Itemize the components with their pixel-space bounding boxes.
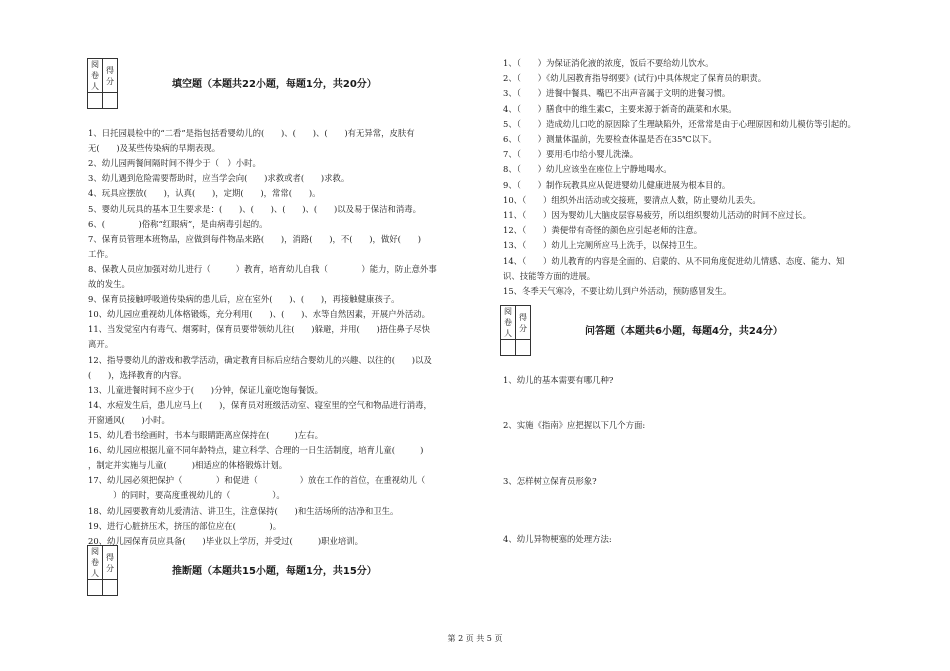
question-line: 5、（ ）造成幼儿口吃的原因除了生理缺陷外，还常常是由于心理原因和幼儿模仿等引起的。 [503, 118, 856, 129]
question-line: 12、（ ）粪便带有奇怪的颜色应引起老师的注意。 [503, 225, 703, 236]
question-line: 11、当发觉室内有毒气、烟雾时，保育员要带领幼儿往( )躲避，并用( )捂住鼻子尽快 [88, 324, 430, 335]
question-line: 7、保育员管理本班物品，应做到每件物品来路( )，消路( )，不( )，做好( ) [88, 233, 421, 244]
question-line: 1、（ ）为保证消化液的浓度，饭后不要给幼儿饮水。 [503, 58, 714, 68]
question-line: 3、幼儿遇到危险需要帮助时，应当学会向( )求救或者( )求救。 [88, 173, 350, 184]
reviewer-label: 阅卷人 [88, 546, 103, 580]
question-line: 2、（ ）《幼儿园教育指导纲要》(试行)中具体规定了保育员的职责。 [503, 73, 767, 84]
score-box-fill [87, 58, 118, 109]
question-line: 7、（ ）要用毛巾给小婴儿洗澡。 [503, 149, 639, 160]
question-line: 13、儿童进餐时间不应少于( )分钟，保证儿童吃饱每餐饭。 [88, 384, 323, 395]
question-line: 6、( )俗称“红眼病”，是由病毒引起的。 [88, 218, 268, 229]
question-line: 14、水痘发生后，患儿应马上( )，保育员对班级活动室、寝室里的空气和物品进行消毒， [88, 399, 432, 410]
question-line: 识、技能等方面的进展。 [503, 270, 596, 281]
reviewer-label: 阅卷人 [88, 59, 103, 93]
question-line: 6、（ ）测量体温前，先要检查体温是否在35℃以下。 [503, 134, 717, 144]
question-line: ( )，选择教育的内容。 [88, 369, 187, 380]
question-line: 19、进行心脏挤压术，挤压的部位应在( )。 [88, 520, 282, 531]
question-line: 12、指导婴幼儿的游戏和教学活动，确定教育目标后应结合婴幼儿的兴趣、以往的( )以及 [88, 354, 432, 365]
question-line: 13、（ ）幼儿上完厕所应马上洗手，以保持卫生。 [503, 240, 703, 251]
question-line: 2、实施《指南》应把握以下几个方面: [503, 420, 646, 430]
reviewer-label: 阅卷人 [501, 306, 516, 340]
question-line: 3、怎样树立保育员形象? [503, 476, 597, 486]
question-line: 9、（ ）制作玩教具应从促进婴幼儿健康进展为根本目的。 [503, 179, 731, 190]
score-label: 得分 [516, 306, 531, 340]
question-line: 10、幼儿园应重视幼儿体格锻炼，充分利用( )、( )、水等自然因素，开展户外活动。 [88, 309, 430, 320]
judge-section-title: 推断题（本题共15小题，每题1分，共15分） [172, 566, 377, 577]
question-line: 3、（ ）进餐中餐具、嘴巴不出声音属于文明的进餐习惯。 [503, 88, 731, 99]
question-line: 离开。 [88, 339, 114, 350]
question-line: ，制定并实施与儿童( )相适应的体格锻炼计划。 [88, 460, 288, 471]
question-line: 16、幼儿园应根据儿童不同年龄特点，建立科学、合理的一日生活制度，培育儿童( ) [88, 445, 424, 456]
question-line: 11、（ ）因为婴幼儿大脑皮层容易疲劳，所以组织婴幼儿活动的时间不应过长。 [503, 210, 811, 220]
question-line: 2、幼儿园两餐间隔时间不得少于（ ）小时。 [88, 158, 261, 169]
question-line: 4、（ ）膳食中的维生素C，主要来源于新奇的蔬菜和水果。 [503, 103, 737, 114]
question-line: 1、日托园晨检中的“二看”是指包括看婴幼儿的( )、( )、( )有无异常，皮肤有 [88, 128, 415, 138]
fill-section-title: 填空题（本题共22小题，每题1分，共20分） [172, 79, 377, 90]
question-line: 15、冬季天气寒冷，不要让幼儿到户外活动，预防感冒发生。 [503, 286, 732, 296]
question-line: 5、婴幼儿玩具的基本卫生要求是：( )、( )、( )、( )以及易于保洁和消毒。 [88, 203, 421, 214]
question-line: 9、保育员接触呼吸道传染病的患儿后，应在室外( )、( )，再接触健康孩子。 [88, 294, 400, 305]
score-label: 得分 [103, 546, 118, 580]
score-box-qa [500, 305, 531, 356]
question-line: 4、幼儿异物梗塞的处理方法: [503, 534, 612, 544]
question-line: 18、幼儿园要教育幼儿爱清洁、讲卫生，注意保持( )和生活场所的洁净和卫生。 [88, 505, 399, 516]
question-line: 8、（ ）幼儿应该坐在座位上宁静地喝水。 [503, 164, 672, 175]
question-line: 15、幼儿看书绘画时，书本与眼睛距离应保持在( )左右。 [88, 430, 323, 440]
question-line: 开窗通风( )小时。 [88, 414, 170, 425]
question-line: 8、保教人员应加强对幼儿进行（ ）教育，培育幼儿自我（ ）能力，防止意外事 [88, 263, 437, 274]
question-line: 10、（ ）组织外出活动或交接班，要清点人数，防止婴幼儿丢失。 [503, 194, 761, 205]
question-line: 无( )及某些传染病的早期表现。 [88, 143, 221, 154]
page-footer: 第 2 页 共 5 页 [447, 634, 503, 643]
qa-section-title: 问答题（本题共6小题，每题4分，共24分） [585, 326, 783, 337]
score-box-judge [87, 545, 118, 596]
score-label: 得分 [103, 59, 118, 93]
question-line: 工作。 [88, 248, 114, 259]
question-line: 1、幼儿的基本需要有哪几种? [503, 375, 614, 385]
question-line: 14、（ ）幼儿教育的内容是全面的、启蒙的、从不同角度促进幼儿情感、态度、能力、知 [503, 255, 845, 266]
question-line: 4、玩具应摆放( )，认真( )，定期( )，常常( )。 [88, 188, 321, 199]
question-line: ）的同时，要高度重视幼儿的（ ）。 [88, 490, 285, 501]
question-line: 20、幼儿园保育员应具备( )毕业以上学历，并受过( )职业培训。 [88, 535, 363, 546]
question-line: 17、幼儿园必须把保护（ ）和促进（ ）放在工作的首位，在重视幼儿（ [88, 475, 426, 486]
question-line: 故的发生。 [88, 279, 130, 289]
